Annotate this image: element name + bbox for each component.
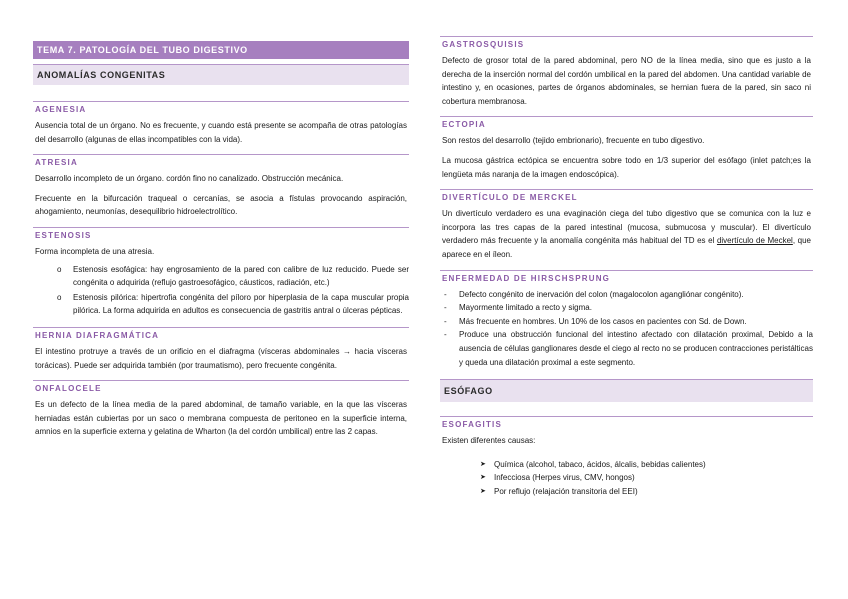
onfalocele-text: Es un defecto de la línea media de la pared abdominal, de tamaño variable, en la que las vísceras herniadas están cubiertas por un saco o membrana compuesta de peritoneo en la superficie interna, amnios en la superficie externa y gelatina de Wharton (la del cordón umbilical) entre las 2 capas. xyxy=(35,400,407,437)
dash-icon: - xyxy=(444,330,447,340)
chapter-title: TEMA 7. PATOLOGÍA DEL TUBO DIGESTIVO xyxy=(33,41,409,59)
estenosis-intro: Forma incompleta de una atresia. xyxy=(35,246,155,256)
esofagitis-list xyxy=(440,458,813,498)
heading-ectopia: ECTOPIA xyxy=(440,116,813,130)
merckel-text: Un divertículo verdadero es una evaginación ciega del tubo digestivo que se comunica con la luz e incorpora las tres capas de la pared intestinal (mucosa, submucosa y muscular). El divertículo verdadero más frecuente y la anomalía congénita más habitual del TD es el divertículo de Meckel, que aparece en el íleon. xyxy=(442,209,811,259)
right-column xyxy=(440,0,813,498)
left-column xyxy=(33,0,409,439)
list-item: - Produce una obstrucción funcional del intestino afectado con dilatación proximal, Debido a la ausencia de células ganglionares desde el ciego al recto no se producen contracciones peristálticas y queda una dilatación proximal a este segmento. xyxy=(444,330,813,367)
list-item: o Estenosis pilórica: hipertrofia congénita del píloro por hiperplasia de la capa muscular propia pilórica. La forma adquirida en adultos es consecuencia de gastritis antral o úlceras pépticas. xyxy=(57,292,409,316)
heading-atresia: ATRESIA xyxy=(33,154,409,168)
ectopia-text-2: La mucosa gástrica ectópica se encuentra sobre todo en 1/3 superior del esófago (inlet patch;es la lengüeta más naranja de la imagen endoscópica). xyxy=(442,155,811,179)
arrow-right-icon: ➤ xyxy=(480,460,486,468)
bullet-icon: o xyxy=(57,292,62,302)
list-item: ➤ Infecciosa (Herpes virus, CMV, hongos) xyxy=(494,471,813,484)
list-item: - Mayormente limitado a recto y sigma. xyxy=(459,301,813,315)
heading-esofagitis: ESOFAGITIS xyxy=(440,416,813,430)
section-title-anomalias: ANOMALÍAS CONGENITAS xyxy=(33,64,409,85)
hernia-text: El intestino protruye a través de un orificio en el diafragma (vísceras abdominales → hacia vísceras torácicas). Puede ser adquirida también (por traumatismo), pero frecuente congénita. xyxy=(35,346,407,370)
heading-onfalocele: ONFALOCELE xyxy=(33,380,409,394)
list-item: ➤ Química (alcohol, tabaco, ácidos, álcalis, bebidas calientes) xyxy=(494,458,813,471)
arrow-right-icon: ➤ xyxy=(480,474,486,482)
list-item: - Defecto congénito de inervación del colon (magalocolon agangliónar congénito). xyxy=(459,288,813,302)
atresia-text-2: Frecuente en la bifurcación traqueal o cercanías, se asocia a fístulas provocando aspiración, ahogamiento, neumonías, desequilibrio hidroelectrolítico. xyxy=(35,193,407,217)
list-item: - Más frecuente en hombres. Un 10% de los casos en pacientes con Sd. de Down. xyxy=(459,315,813,329)
heading-hernia: HERNIA DIAFRAGMÁTICA xyxy=(33,327,409,341)
dash-icon: - xyxy=(444,316,447,326)
atresia-text-1: Desarrollo incompleto de un órgano. cordón fino no canalizado. Obstrucción mecánica. xyxy=(35,174,344,184)
heading-agenesia: AGENESIA xyxy=(33,101,409,115)
heading-estenosis: ESTENOSIS xyxy=(33,227,409,241)
arrow-right-icon: ➤ xyxy=(480,487,486,495)
hirschsprung-list xyxy=(440,288,813,370)
gastrosquisis-text: Defecto de grosor total de la pared abdominal, pero NO de la línea media, sino que es justo a la derecha de la inserción normal del cordón umbilical en la pared del abdomen. Una cantidad variable de intestino y, en ocasiones, partes de órganos abdominales, se hernian fuera de la pared, sin saco ni cobertura membranosa. xyxy=(442,56,811,106)
heading-gastrosquisis: GASTROSQUISIS xyxy=(440,36,813,50)
agenesia-text: Ausencia total de un órgano. No es frecuente, y cuando está presente se acompaña de otras patologías del desarrollo (algunas de ellas incompatibles con la vida). xyxy=(35,121,407,144)
dash-icon: - xyxy=(444,303,447,313)
list-item: ➤ Por reflujo (relajación transitoria del EEI) xyxy=(494,485,813,498)
heading-merckel: DIVERTÍCULO DE MERCKEL xyxy=(440,189,813,203)
esofagitis-intro: Existen diferentes causas: xyxy=(442,436,536,446)
dash-icon: - xyxy=(444,289,447,299)
list-item: o Estenosis esofágica: hay engrosamiento de la pared con calibre de luz reducido. Puede ser congénita o adquirida (reflujo gastroesofágico, cáusticos, radiación, etc.) xyxy=(57,264,409,288)
heading-hirschsprung: ENFERMEDAD DE HIRSCHSPRUNG xyxy=(440,270,813,284)
bullet-icon: o xyxy=(57,264,62,274)
ectopia-text-1: Son restos del desarrollo (tejido embrionario), frecuente en tubo digestivo. xyxy=(442,136,705,146)
estenosis-list xyxy=(33,263,409,318)
meckel-link[interactable]: divertículo de Meckel xyxy=(716,236,793,246)
section-title-esofago: ESÓFAGO xyxy=(440,379,813,402)
